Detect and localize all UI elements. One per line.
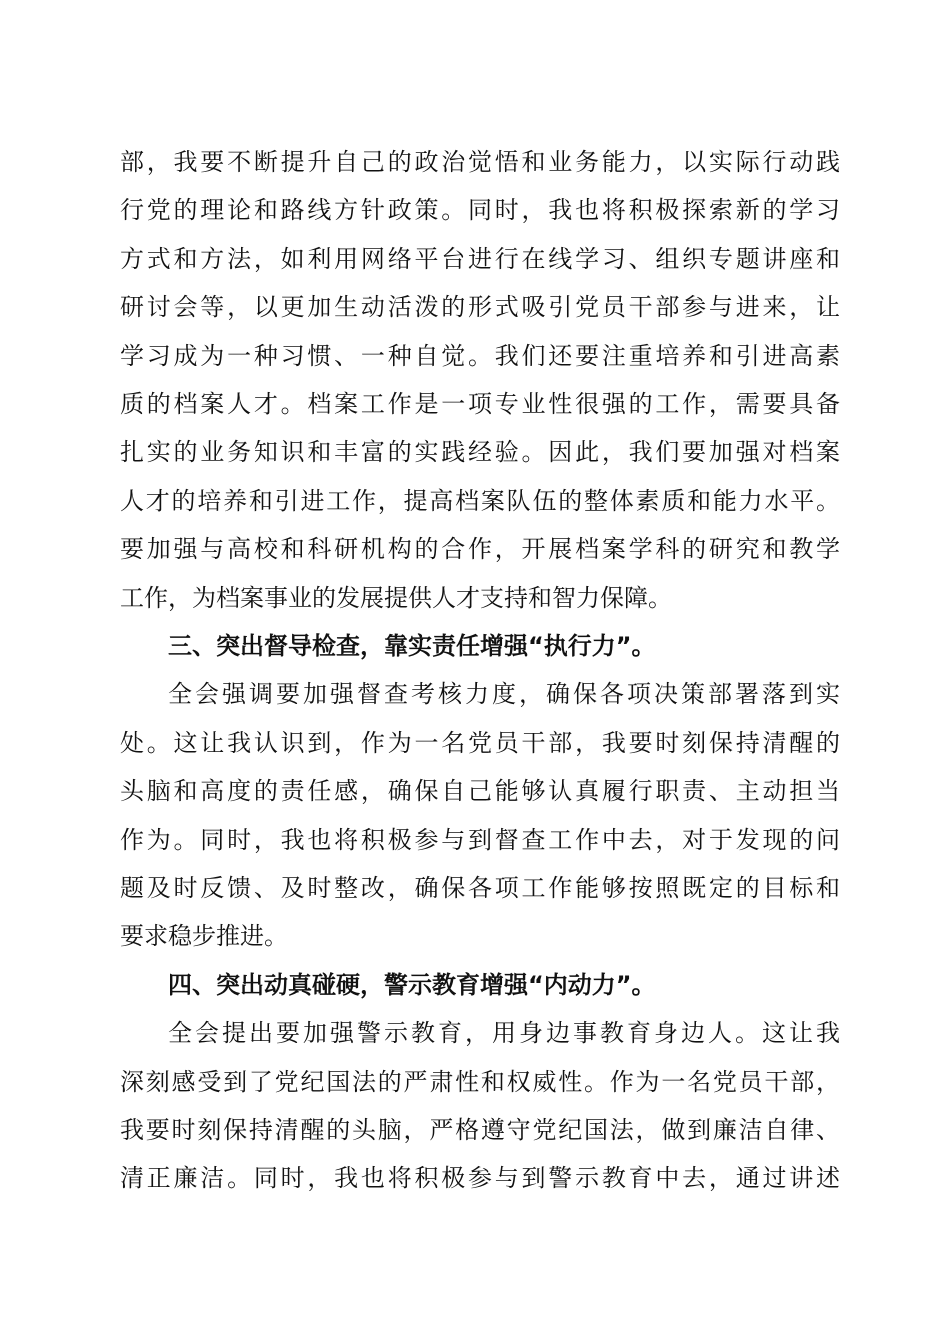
- paragraph-line: 人才的培养和引进工作，提高档案队伍的整体素质和能力水平。: [120, 486, 840, 515]
- paragraph-line: 质的档案人才。档案工作是一项专业性很强的工作，需要具备: [120, 390, 840, 418]
- paragraph-first-line: 全会提出要加强警示教育，用身边事教育身边人。这让我: [168, 1019, 840, 1048]
- paragraph-line: 学习成为一种习惯、一种自觉。我们还要注重培养和引进高素: [120, 341, 840, 370]
- section-heading: 四、突出动真碰硬，警示教育增强“内动力”。: [168, 970, 656, 999]
- paragraph-line: 头脑和高度的责任感，确保自己能够认真履行职责、主动担当: [120, 777, 840, 806]
- paragraph-line: 工作，为档案事业的发展提供人才支持和智力保障。: [120, 583, 672, 612]
- paragraph-line: 要加强与高校和科研机构的合作，开展档案学科的研究和教学: [120, 535, 840, 564]
- paragraph-line: 深刻感受到了党纪国法的严肃性和权威性。作为一名党员干部，: [120, 1067, 840, 1096]
- paragraph-line: 部，我要不断提升自己的政治觉悟和业务能力，以实际行动践: [120, 148, 840, 176]
- paragraph-line: 我要时刻保持清醒的头脑，严格遵守党纪国法，做到廉洁自律、: [120, 1116, 840, 1144]
- paragraph-line: 作为。同时，我也将积极参与到督查工作中去，对于发现的问: [120, 825, 840, 854]
- paragraph-line: 行党的理论和路线方针政策。同时，我也将积极探索新的学习: [120, 196, 840, 225]
- paragraph-line: 处。这让我认识到，作为一名党员干部，我要时刻保持清醒的: [120, 728, 840, 757]
- paragraph-line: 要求稳步推进。: [120, 922, 288, 951]
- section-heading: 三、突出督导检查，靠实责任增强“执行力”。: [168, 632, 656, 660]
- paragraph-line: 扎实的业务知识和丰富的实践经验。因此，我们要加强对档案: [120, 438, 840, 467]
- paragraph-line: 研讨会等，以更加生动活泼的形式吸引党员干部参与进来，让: [120, 293, 840, 322]
- paragraph-line: 题及时反馈、及时整改，确保各项工作能够按照既定的目标和: [120, 874, 840, 902]
- paragraph-line: 方式和方法，如利用网络平台进行在线学习、组织专题讲座和: [120, 244, 840, 273]
- paragraph-first-line: 全会强调要加强督查考核力度，确保各项决策部署落到实: [168, 680, 840, 709]
- paragraph-line: 清正廉洁。同时，我也将积极参与到警示教育中去，通过讲述: [120, 1164, 840, 1193]
